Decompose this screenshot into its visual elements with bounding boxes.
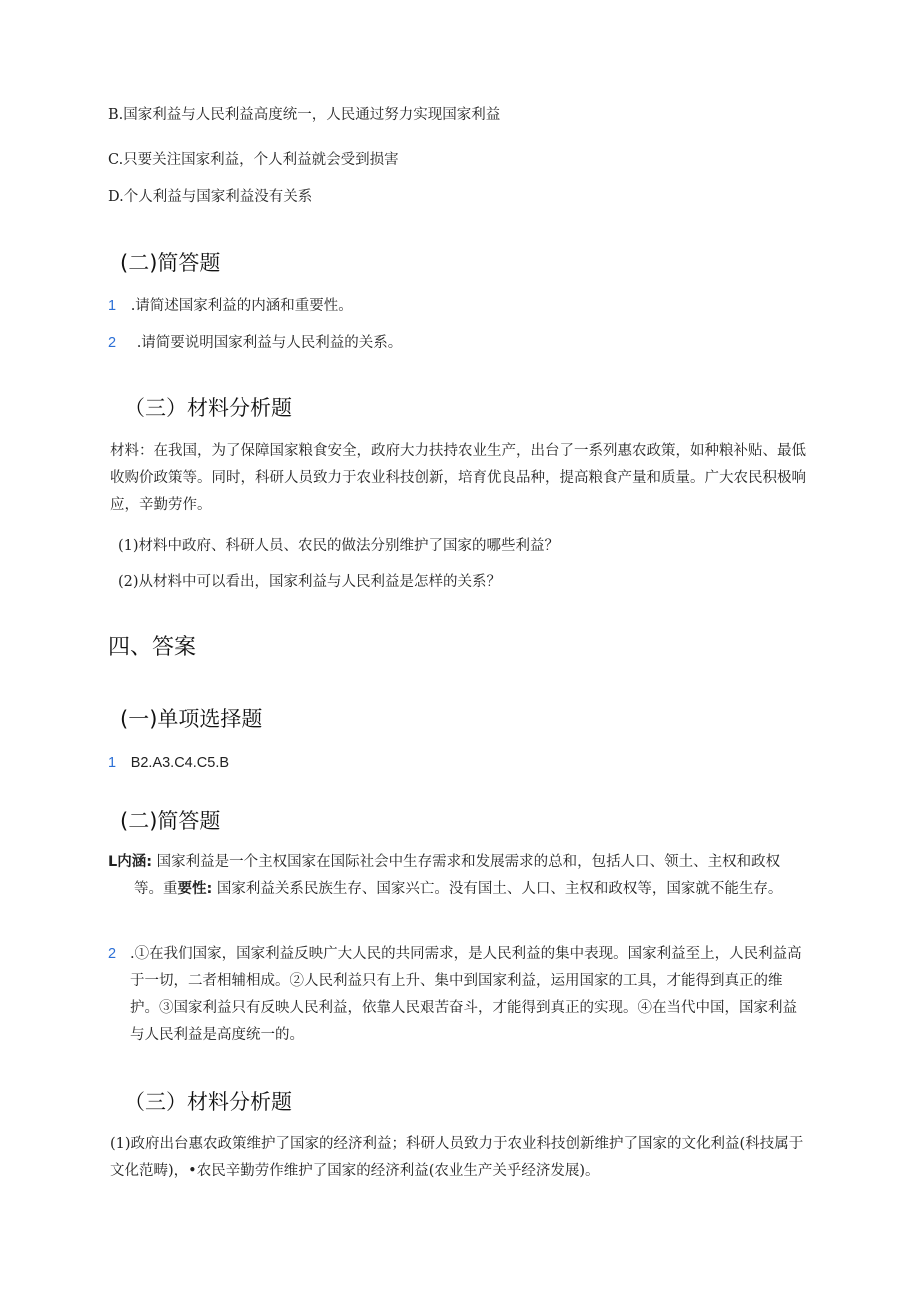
short-answer-2 bbox=[108, 941, 808, 1049]
material-answers-heading: （三）材料分析题 bbox=[124, 1090, 292, 1114]
question-number: 1 bbox=[108, 298, 117, 314]
question-text: .请简述国家利益的内涵和重要性。 bbox=[130, 298, 353, 314]
option-c: C.只要关注国家利益，个人利益就会受到损害 bbox=[108, 152, 399, 168]
answer-number: 2 bbox=[108, 946, 117, 962]
answer-text: .①在我们国家，国家利益反映广大人民的共同需求，是人民利益的集中表现。国家利益至上，人民利益高于一切，二者相辅相成。②人民利益只有上升、集中到国家利益，运用国家的工具，才能得到真正的维护。③国家利益只有反映人民利益，依靠人民艰苦奋斗，才能得到真正的实现。④在当代中国，国家利益与人民利益是高度统一的。 bbox=[130, 946, 802, 1043]
answer-text: B2.A3.C4.C5.B bbox=[130, 755, 230, 771]
material-question-1: (1)材料中政府、科研人员、农民的做法分别维护了国家的哪些利益？ bbox=[118, 538, 560, 554]
short-answer-1 bbox=[108, 849, 808, 903]
short-answer-heading: (二)简答题 bbox=[120, 251, 221, 275]
single-choice-answers bbox=[108, 753, 229, 773]
option-d: D.个人利益与国家利益没有关系 bbox=[108, 189, 313, 205]
material-answer-1: (1)政府出台惠农政策维护了国家的经济利益；科研人员致力于农业科技创新维护了国家的文化利益(科技属于文化范畴)，•农民辛勤劳作维护了国家的经济利益(农业生产关乎经济发展)。 bbox=[110, 1136, 804, 1179]
answer-number: 1 bbox=[108, 755, 117, 771]
short-question-1 bbox=[108, 296, 353, 316]
single-choice-heading: (一)单项选择题 bbox=[120, 707, 263, 731]
material-text: 材料：在我国，为了保障国家粮食安全，政府大力扶持农业生产，出台了一系列惠农政策，如种粮补贴、最低收购价政策等。同时，科研人员致力于农业科技创新，培育优良品种，提高粮食产量和质量。广大农民积极响应，辛勤劳作。 bbox=[110, 443, 806, 513]
material-question-2: (2)从材料中可以看出，国家利益与人民利益是怎样的关系？ bbox=[118, 574, 502, 590]
material-analysis-heading: （三）材料分析题 bbox=[124, 396, 292, 420]
option-b: B.国家利益与人民利益高度统一，人民通过努力实现国家利益 bbox=[108, 107, 501, 123]
short-answer-answers-heading: (二)简答题 bbox=[120, 809, 221, 833]
question-text: .请简要说明国家利益与人民利益的关系。 bbox=[136, 335, 403, 351]
short-question-2 bbox=[108, 333, 402, 353]
answer-text: 国家利益是一个主权国家在国际社会中生存需求和发展需求的总和，包括人口、领土、主权和政权等。重 bbox=[134, 854, 781, 897]
answer-label: 要性: bbox=[177, 881, 213, 897]
answer-label: L内涵: bbox=[108, 854, 153, 870]
answer-text: 国家利益关系民族生存、国家兴亡。没有国土、人口、主权和政权等，国家就不能生存。 bbox=[212, 881, 783, 897]
answers-heading: 四、答案 bbox=[108, 635, 197, 660]
question-number: 2 bbox=[108, 335, 117, 351]
